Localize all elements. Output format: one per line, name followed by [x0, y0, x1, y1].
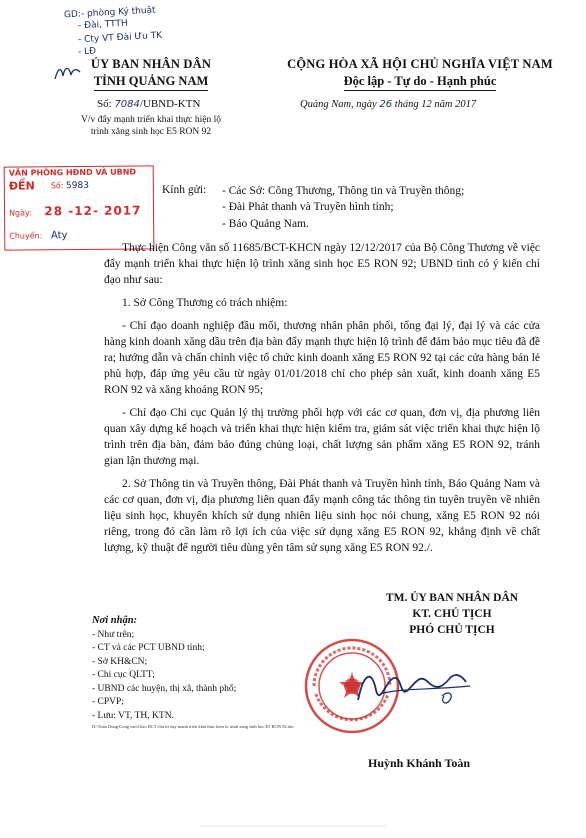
doc-no-label: Số:: [97, 98, 112, 110]
stamp-date: [9, 203, 142, 218]
handwritten-note-1: GD:- phòng Ký thuật: [63, 5, 156, 21]
stamp-chuyen-value: Aty: [50, 230, 68, 242]
signature-line-2: KT. CHỦ TỊCH: [412, 608, 492, 620]
stamp-transfer: [9, 230, 67, 242]
signer-name: Huỳnh Khánh Toàn: [368, 756, 471, 770]
motto-line-1: CỘNG HÒA XÃ HỘI CHỦ NGHĨA VIỆT NAM: [287, 57, 553, 71]
handwritten-note-3: - Cty VT Đài Ưu TK: [77, 30, 163, 46]
distribution-title: Nơi nhận:: [92, 615, 138, 626]
received-stamp: [4, 165, 155, 250]
national-motto-header: [270, 57, 570, 91]
distribution-list: [92, 614, 294, 730]
date-prefix: Quảng Nam, ngày: [300, 99, 377, 110]
file-path: D:\Tuan Dung\Cong van\Giao BCT chu tri day manh trien khai thuc hien lo trinh xang sinh hoc E5 RON 92.doc: [92, 724, 295, 729]
signature-line-1: TM. ỦY BAN NHÂN DÂN: [385, 592, 519, 604]
date-day-handwritten: 26: [379, 99, 393, 110]
issuer-header: [66, 57, 236, 91]
signature-line-3: PHÓ CHỦ TỊCH: [409, 624, 495, 636]
stamp-title: VĂN PHÒNG HĐND VÀ UBND: [8, 167, 137, 178]
issuer-line-2: TỈNH QUẢNG NAM: [94, 74, 209, 91]
recipient-item: - Các Sở: Công Thương, Thông tin và Truyền thông;: [222, 185, 465, 197]
date-line: [300, 99, 476, 110]
motto-line-2: Độc lập - Tự do - Hạnh phúc: [344, 74, 497, 91]
handwritten-signature: [350, 660, 490, 715]
body-paragraph: - Chỉ đạo Chi cục Quản lý thị trường phối hợp với các cơ quan, đơn vị, địa phương liên quan xây dựng kế hoạch và triển khai thực hiện kiểm tra, giám sát việc triển khai thực hiện lộ trình trên địa bàn, đảm bảo đúng chủng loại, chất lượng sản phẩm xăng E5 RON 92, tránh gian lận thương mại.: [104, 407, 540, 467]
handwritten-note-2: - Đài, TTTH: [77, 18, 128, 32]
distribution-item: - UBND các huyện, thị xã, thành phố;: [92, 683, 237, 694]
issuer-line-1: ỦY BAN NHÂN DÂN: [90, 57, 212, 71]
distribution-item: - Như trên;: [92, 629, 135, 640]
document-number: [97, 98, 200, 110]
distribution-item: - CT và các PCT UBND tỉnh;: [92, 643, 205, 653]
signature-block: [342, 590, 562, 638]
recipients-label: Kính gửi:: [162, 184, 207, 196]
recipient-item: - Đài Phát thanh và Truyền hình tỉnh;: [222, 201, 394, 213]
recipient-item: - Báo Quảng Nam.: [222, 218, 309, 230]
body-paragraph: 1. Sở Công Thương có trách nhiệm:: [122, 297, 288, 309]
distribution-item: - Lưu: VT, TH, KTN.: [92, 710, 174, 721]
distribution-item: - Sở KH&CN;: [92, 656, 148, 667]
body-paragraph: 2. Sở Thông tin và Truyền thông, Đài Phát thanh và Truyền hình tỉnh, Báo Quảng Nam và các cơ quan, đơn vị, địa phương liên quan đẩy mạnh công tác thông tin tuyên truyền về nhiên liệu sinh học, khuyến khích sử dụng nhiên liệu sinh học nói chung, xăng E5 RON 92 nói riêng, trong đó cần làm rõ lợi ích của việc sử dụng xăng E5 RON 92, khẳng định về chất lượng, kỹ thuật để người tiêu dùng yên tâm sử sụng xăng E5 RON 92./.: [104, 478, 540, 554]
stamp-number: [51, 181, 89, 191]
handwritten-note-4: - LĐ: [77, 46, 97, 58]
stamp-so-value: 5983: [65, 180, 89, 192]
stamp-ngay-label: Ngày:: [9, 208, 32, 218]
stamp-so-label: Số:: [50, 181, 64, 191]
body-paragraph: Thực hiện Công văn số 11685/BCT-KHCN ngày 12/12/2017 của Bộ Công Thương về việc đẩy mạnh triển khai thực hiện lộ trình xăng sinh học E5 RON 92; UBND tỉnh có ý kiến chỉ đạo như sau:: [104, 242, 540, 286]
doc-no-handwritten: 7084: [114, 99, 140, 110]
distribution-item: - CPVP;: [92, 697, 124, 707]
stamp-ngay-value: 28 -12- 2017: [44, 203, 142, 219]
stamp-chuyen-label: Chuyển:: [9, 231, 43, 241]
document-body: [104, 240, 540, 563]
stamp-den: ĐẾN: [8, 179, 35, 193]
body-paragraph: - Chỉ đạo doanh nghiệp đầu mối, thương nhân phân phối, tổng đại lý, đại lý và các cửa hàng kinh doanh xăng dầu trên địa bàn đẩy mạnh thực hiện lộ trình để đảm bảo mục tiêu đã đề ra; hướng dẫn và chấn chỉnh việc tổ chức kinh doanh xăng E5 RON 92 tại các cửa hàng bán lẻ phù hợp, đáp ứng yêu cầu từ ngày 01/01/2018 chỉ cho phép sản xuất, kinh doanh xăng E5 RON 92 và xăng khoáng RON 95;: [104, 320, 540, 396]
document-subject: V/v đẩy mạnh triển khai thực hiện lộ trình xăng sinh học E5 RON 92: [81, 115, 221, 137]
date-suffix: tháng 12 năm 2017: [394, 99, 477, 110]
doc-no-suffix: /UBND-KTN: [139, 98, 201, 110]
distribution-item: - Chi cục QLTT;: [92, 670, 155, 680]
scan-artifact: [200, 820, 386, 832]
